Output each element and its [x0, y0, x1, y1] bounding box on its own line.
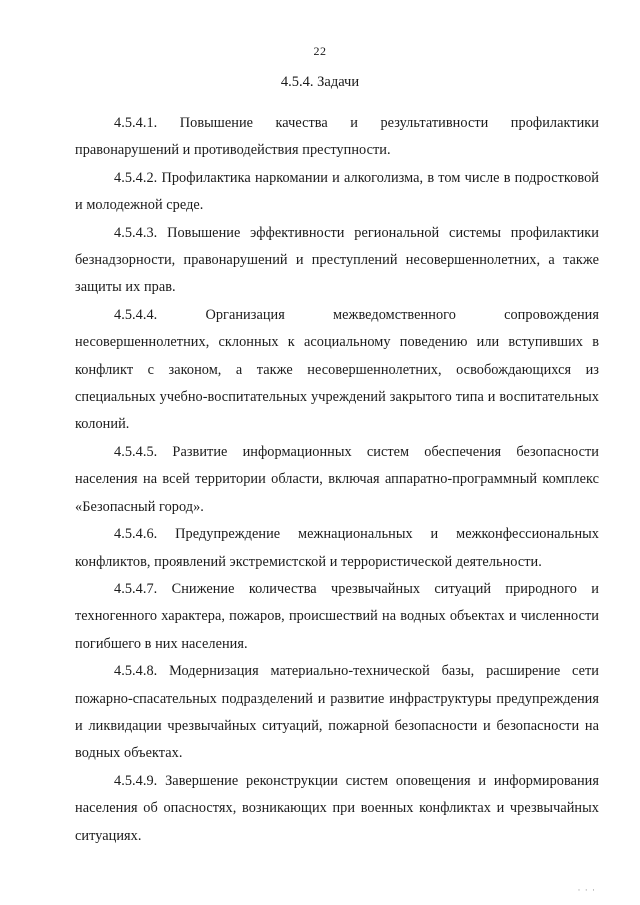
task-item: 4.5.4.5. Развитие информационных систем обеспечения безопасности населения на всей территории области, включая аппаратно-программный комплекс «Безопасный город». [75, 443, 599, 515]
task-list [75, 110, 599, 850]
task-item: 4.5.4.4. Организация межведомственного сопровождения несовершеннолетних, склонных к асоциальному поведению или вступивших в конфликт с законом, а также несовершеннолетних, освобождающихся из специальных учебно-воспитательных учреждений закрытого типа и воспитательных колоний. [75, 306, 599, 433]
task-item: 4.5.4.6. Предупреждение межнациональных и межконфессиональных конфликтов, проявлений экстремистской и террористической деятельности. [75, 526, 599, 570]
task-item: 4.5.4.2. Профилактика наркомании и алкоголизма, в том числе в подростковой и молодежной среде. [75, 169, 599, 214]
page-number: 22 [313, 44, 327, 58]
task-item: 4.5.4.9. Завершение реконструкции систем оповещения и информирования населения об опасностях, возникающих при военных конфликтах и чрезвычайных ситуациях. [75, 772, 599, 844]
section-heading: 4.5.4. Задачи [280, 74, 360, 90]
scan-mark: · · · [577, 885, 596, 895]
task-item: 4.5.4.3. Повышение эффективности региональной системы профилактики безнадзорности, правонарушений и преступлений несовершеннолетних, а также защиты их прав. [75, 224, 599, 296]
task-item: 4.5.4.1. Повышение качества и результативности профилактики правонарушений и противодействия преступности. [75, 115, 599, 159]
task-item: 4.5.4.8. Модернизация материально-технической базы, расширение сети пожарно-спасательных подразделений и развитие инфраструктуры предупреждения и ликвидации чрезвычайных ситуаций, пожарной безопасности и безопасности на водных объектах. [75, 663, 599, 762]
task-item: 4.5.4.7. Снижение количества чрезвычайных ситуаций природного и техногенного характера, пожаров, происшествий на водных объектах и численности погибшего в них населения. [75, 580, 599, 652]
